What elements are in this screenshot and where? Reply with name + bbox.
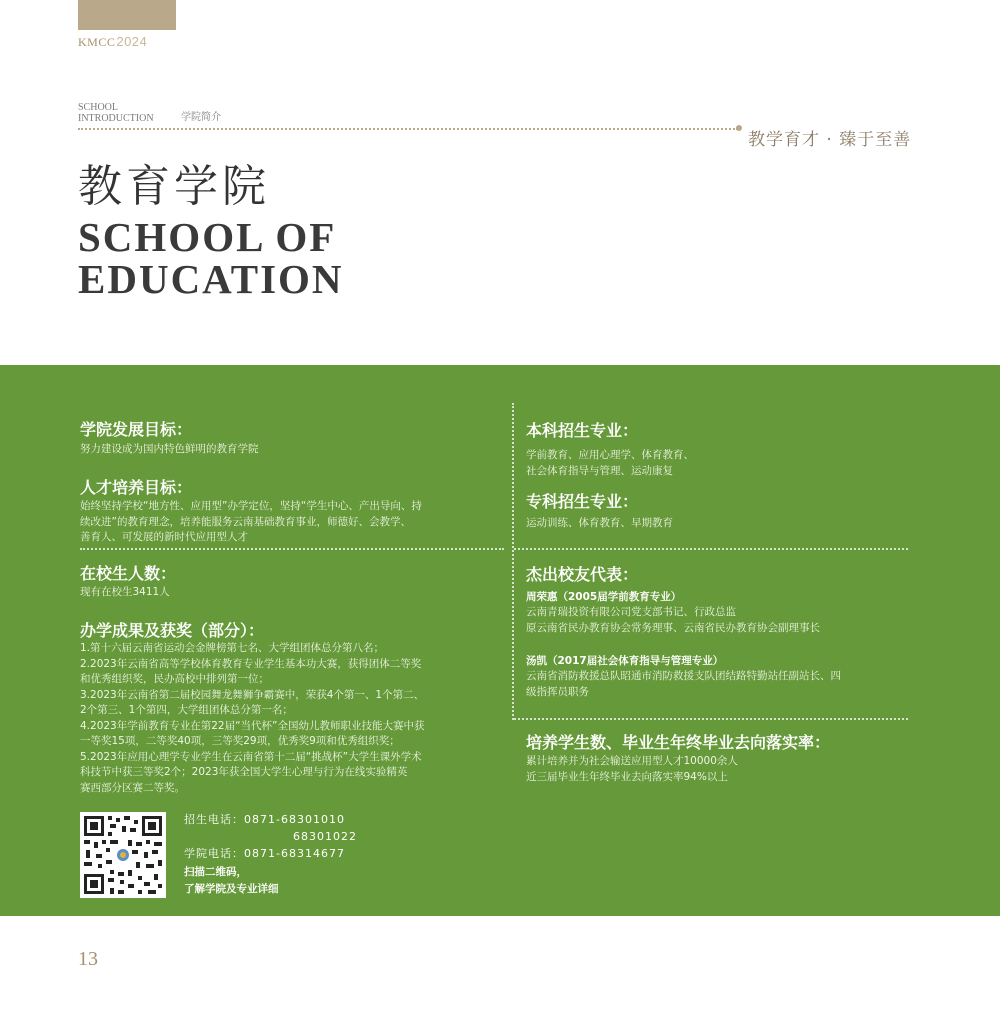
undergrad-heading: 本科招生专业： bbox=[526, 421, 639, 440]
students-text: 现有在校生3411人 bbox=[80, 586, 170, 598]
brand-logo: KMCC2024 bbox=[78, 34, 148, 49]
dotted-divider bbox=[514, 718, 908, 720]
goal-text: 努力建设成为国内特色鲜明的教育学院 bbox=[80, 443, 259, 455]
alumni-heading: 杰出校友代表： bbox=[526, 565, 639, 584]
talent-text: 始终坚持学校“地方性、应用型”办学定位，坚持“学生中心、产出导向、持 续改进”的教育理念，培养能服务云南基础教育事业，师德好、会教学、 善育人、可发展的新时代应用型人才 bbox=[80, 500, 422, 543]
employment-heading: 培养学生数、毕业生年终毕业去向落实率： bbox=[526, 733, 831, 752]
alumni-text: 云南青瑞投资有限公司党支部书记、行政总监 原云南省民办教育协会常务理事、云南省民办教育协会副理事长 bbox=[526, 606, 820, 634]
page-title-cn: 教育学院 bbox=[78, 161, 270, 212]
section-label-cn: 学院简介 bbox=[181, 112, 221, 123]
awards-heading: 办学成果及获奖（部分）： bbox=[80, 621, 265, 640]
qr-code[interactable] bbox=[80, 812, 166, 898]
alumni-text: 云南省消防救援总队昭通市消防救援支队团结路特勤站任副站长、四 级指挥员职务 bbox=[526, 670, 841, 698]
divider-dot bbox=[736, 125, 742, 131]
admissions-phone: 招生电话：0871-68301010 bbox=[184, 813, 345, 826]
employment-text: 累计培养并为社会输送应用型人才10000余人 近三届毕业生年终毕业去向落实率94%以上 bbox=[526, 755, 738, 783]
college-text: 运动训练、体育教育、早期教育 bbox=[526, 517, 673, 529]
page-title-en: SCHOOL OF EDUCATION bbox=[78, 214, 344, 302]
undergrad-text: 学前教育、应用心理学、体育教育、 社会体育指导与管理、运动康复 bbox=[526, 449, 694, 477]
page-number: 13 bbox=[78, 948, 98, 970]
dotted-divider bbox=[78, 128, 738, 130]
alumni-name: 周荣惠（2005届学前教育专业） bbox=[526, 591, 682, 603]
section-label-en: SCHOOL INTRODUCTION bbox=[78, 102, 154, 124]
students-heading: 在校生人数： bbox=[80, 564, 177, 583]
college-heading: 专科招生专业： bbox=[526, 492, 639, 511]
awards-list: 1.第十六届云南省运动会金牌榜第七名、大学组团体总分第八名； 2.2023年云南省高等学校体育教育专业学生基本功大赛，获得团体二等奖 和优秀组织奖，民办高校中排列第一位； 3.2023年云南省第二届校园舞龙舞狮争霸赛中，荣获4个第一、1个第二、 2个第三、1个第四，大学组团体总分第一名； 4.2023年学前教育专业在第22届“当代杯”全国幼儿教师职业技能大赛中获 一等奖15项，二等奖40项，三等奖29项，优秀奖9项和优秀组织奖； 5.2023年应用心理学专业学生在云南省第十二届“挑战杯”大学生课外学术 科技节中获三等奖2个；2023年获全国大学生心理与行为在线实验精英 赛西部分区赛二等奖。 bbox=[80, 642, 425, 794]
admissions-phone-alt: 68301022 bbox=[293, 830, 357, 843]
header-tab bbox=[78, 0, 176, 30]
college-phone: 学院电话：0871-68314677 bbox=[184, 847, 345, 860]
scan-instruction: 扫描二维码， 了解学院及专业详细 bbox=[184, 866, 279, 895]
goal-heading: 学院发展目标： bbox=[80, 420, 193, 439]
motto: 教学育才 · 臻于至善 bbox=[748, 130, 912, 150]
dotted-divider bbox=[514, 548, 908, 550]
dotted-divider bbox=[80, 548, 504, 550]
alumni-name: 汤凯（2017届社会体育指导与管理专业） bbox=[526, 655, 724, 667]
talent-heading: 人才培养目标： bbox=[80, 478, 193, 497]
column-divider bbox=[512, 403, 514, 720]
